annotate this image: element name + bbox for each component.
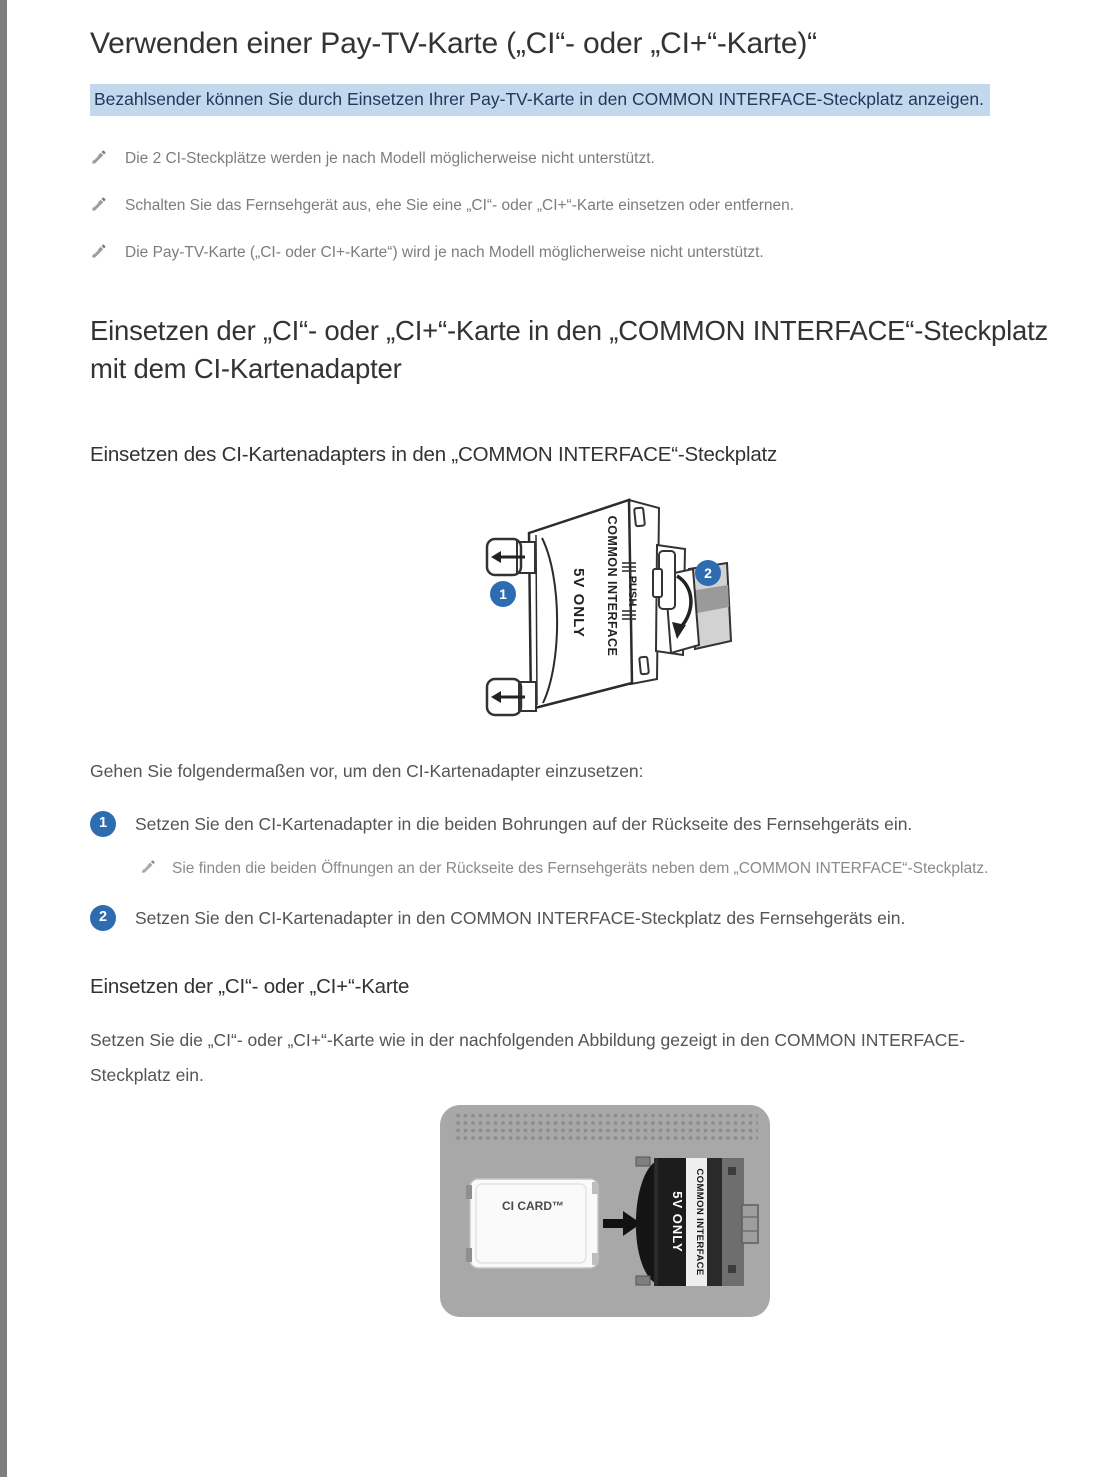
section-heading-adapter: Einsetzen der „CI“- oder „CI+“-Karte in den „COMMON INTERFACE“-Steckplatz mit dem CI-Kartenadapter — [90, 315, 1049, 384]
left-edge-bar — [0, 0, 7, 1477]
step-1-text: Setzen Sie den CI-Kartenadapter in die beiden Bohrungen auf der Rückseite des Fernsehgeräts ein. — [135, 814, 913, 835]
vent-holes — [452, 1114, 758, 1143]
adapter-intro: Gehen Sie folgendermaßen vor, um den CI-Kartenadapter einzusetzen: — [90, 761, 644, 782]
highlighted-sentence: Bezahlsender können Sie durch Einsetzen Ihrer Pay-TV-Karte in den COMMON INTERFACE-Steckplatz anzeigen. — [90, 84, 990, 116]
subsection-heading-insert-card: Einsetzen der „CI“- oder „CI+“-Karte — [90, 975, 410, 999]
step-2 — [90, 905, 1030, 931]
label-push: PUSH — [626, 575, 638, 607]
step-1 — [90, 811, 1030, 837]
page-title: Verwenden einer Pay-TV-Karte („CI“- oder „CI+“-Karte)“ — [90, 27, 817, 60]
card-diagram — [110, 1105, 1100, 1317]
callout-1: 1 — [499, 586, 507, 603]
step-1-note-text: Sie finden die beiden Öffnungen an der Rückseite des Fernsehgeräts neben dem „COMMON INTERFACE“-Steckplatz. — [172, 859, 989, 877]
card-diagram-svg — [440, 1105, 770, 1317]
pencil-icon — [90, 242, 108, 267]
note-item — [90, 194, 1030, 220]
note-item — [90, 147, 1030, 173]
step-2-text: Setzen Sie den CI-Kartenadapter in den COMMON INTERFACE-Steckplatz des Fernsehgeräts ein. — [135, 907, 906, 928]
pencil-icon — [140, 858, 157, 882]
label-5v-only: 5V ONLY — [670, 1191, 685, 1253]
step-2-badge: 2 — [90, 905, 116, 931]
note-text: Die Pay-TV-Karte („CI- oder CI+-Karte“) wird je nach Modell möglicherweise nicht unterstützt. — [125, 244, 764, 261]
step-1-badge: 1 — [90, 811, 116, 837]
note-text: Die 2 CI-Steckplätze werden je nach Modell möglicherweise nicht unterstützt. — [125, 149, 655, 167]
label-common-interface: COMMON INTERFACE — [694, 1168, 705, 1276]
label-5v-only: 5V ONLY — [570, 568, 587, 638]
highlight-wrap — [90, 61, 1080, 116]
subsection-heading-insert-adapter: Einsetzen des CI-Kartenadapters in den „COMMON INTERFACE“-Steckplatz — [90, 443, 778, 467]
note-item — [90, 241, 1030, 267]
callout-2: 2 — [704, 565, 712, 582]
step-1-note — [140, 857, 1070, 882]
manual-page — [90, 0, 1080, 1317]
adapter-diagram-svg — [479, 483, 771, 725]
adapter-diagram — [130, 483, 1117, 725]
pencil-icon — [90, 148, 108, 173]
notes-list — [90, 147, 1080, 268]
note-text: Schalten Sie das Fernsehgerät aus, ehe Sie eine „CI“- oder „CI+“-Karte einsetzen oder entfernen. — [125, 196, 795, 214]
label-ci-card: CI CARD™ — [502, 1199, 564, 1214]
pencil-icon — [90, 195, 108, 220]
label-common-interface: COMMON INTERFACE — [605, 515, 619, 657]
card-intro: Setzen Sie die „CI“- oder „CI+“-Karte wie in der nachfolgenden Abbildung gezeigt in den COMMON INTERFACE-Steckplatz ein. — [90, 1030, 965, 1086]
